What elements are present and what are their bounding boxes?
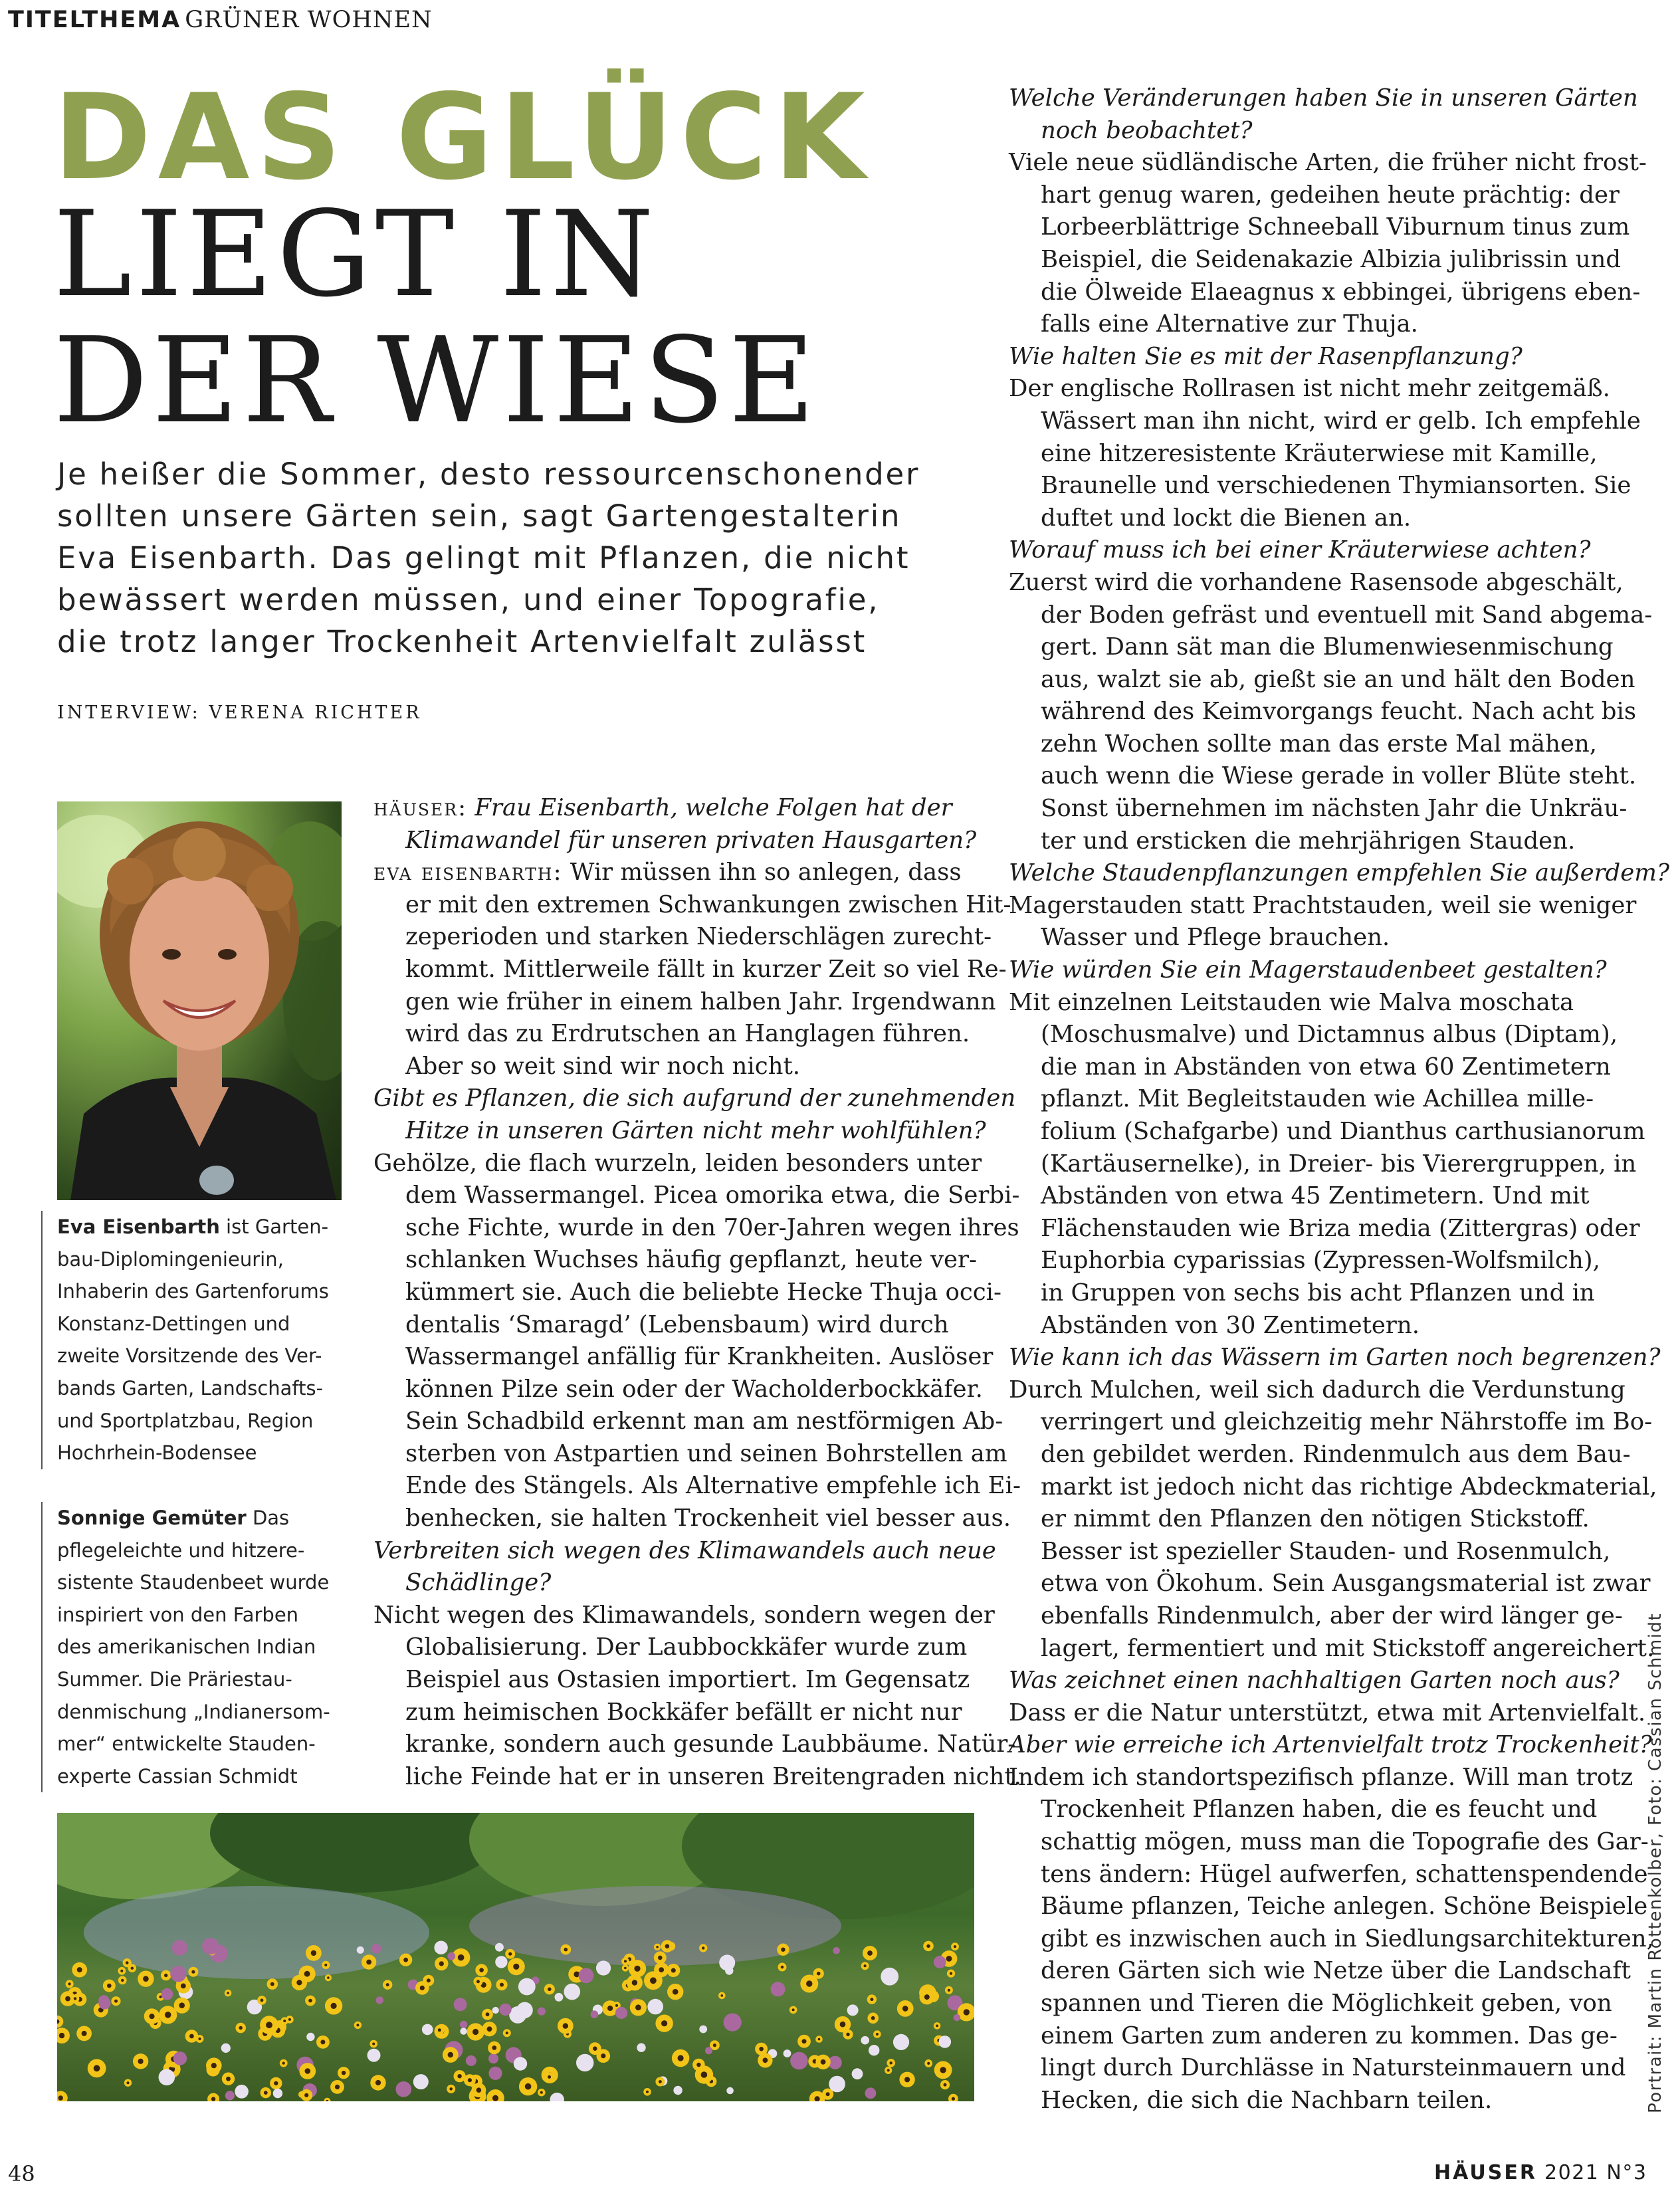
caption-line: [57, 1211, 369, 1243]
caption-line: [57, 1502, 369, 1534]
answer-line: lingt durch Durchlässe in Natursteinmauern und: [1041, 2054, 1626, 2082]
question: noch beobachtet?: [1041, 116, 1253, 144]
answer-line: dem Wassermangel. Picea omorika etwa, die Serbi-: [405, 1182, 1020, 1209]
answer-line: Bäume pflanzen, Teiche anlegen. Schöne Beispiele: [1041, 1893, 1648, 1921]
headline: [53, 185, 819, 449]
caption-line: sistente Staudenbeet wurde: [57, 1571, 330, 1594]
answer-line: Sein Schadbild erkennt man am nestförmigen Ab-: [405, 1408, 1003, 1435]
section-kicker: [8, 5, 433, 35]
photo-credit: Portrait: Martin Rottenkolber, Foto: Cassian Schmidt: [1645, 1612, 1665, 2113]
answer-line: Flächenstauden wie Briza media (Zittergras) oder: [1041, 1214, 1640, 1242]
speaker-label: eva eisenbarth:: [373, 859, 563, 887]
question: Schädlinge?: [405, 1569, 552, 1597]
answer-line: markt ist jedoch nicht das richtige Abdeckmaterial,: [1041, 1473, 1657, 1501]
answer-line: Lorbeerblättrige Schneeball Viburnum tinus zum: [1041, 213, 1630, 241]
answer-line: auch wenn die Wiese gerade in voller Blüte steht.: [1041, 762, 1637, 790]
portrait-photo: [57, 801, 342, 1200]
caption-line: Summer. Die Präriestau-: [57, 1667, 292, 1691]
answer-line: können Pilze sein oder der Wacholderbockkäfer.: [405, 1375, 983, 1403]
caption-line: Inhaberin des Gartenforums: [57, 1280, 329, 1303]
answer-line: Der englische Rollrasen ist nicht mehr zeitgemäß.: [1009, 375, 1610, 403]
question: Was zeichnet einen nachhaltigen Garten noch aus?: [1009, 1667, 1620, 1695]
answer-line: einem Garten zum anderen zu kommen. Das ge-: [1041, 2022, 1618, 2049]
answer-line: schattig mögen, muss man die Topografie des Gar-: [1041, 1828, 1649, 1856]
caption-line: zweite Vorsitzende des Ver-: [57, 1344, 322, 1368]
page-number: 48: [8, 2161, 35, 2186]
answer-line: Beispiel aus Ostasien importiert. Im Gegensatz: [405, 1666, 970, 1694]
answer-line: während des Keimvorgangs feucht. Nach acht bis: [1041, 698, 1637, 726]
interview-column-1: [373, 792, 1021, 1793]
caption-line: des amerikanischen Indian: [57, 1635, 316, 1659]
answer-line: Gehölze, die flach wurzeln, leiden besonders unter: [373, 1149, 982, 1177]
caption-title: Sonnige Gemüter: [57, 1507, 247, 1529]
lead-line: Je heißer die Sommer, desto ressourcenschonender: [57, 457, 920, 492]
answer-line: Aber so weit sind wir noch nicht.: [405, 1052, 801, 1080]
magazine-name: HÄUSER: [1434, 2161, 1537, 2184]
answer-line: eine hitzeresistente Kräuterwiese mit Kamille,: [1041, 439, 1598, 467]
answer-line: kranke, sondern auch gesunde Laubbäume. Natür-: [405, 1730, 1016, 1758]
answer-line: Wässert man ihn nicht, wird er gelb. Ich empfehle: [1041, 407, 1641, 435]
answer-line: Sonst übernehmen im nächsten Jahr die Unkräu-: [1041, 795, 1628, 823]
answer-line: Dass er die Natur unterstützt, etwa mit Artenvielfalt.: [1009, 1699, 1646, 1726]
question: Welche Veränderungen haben Sie in unseren Gärten: [1009, 84, 1638, 112]
caption-name: Eva Eisenbarth: [57, 1215, 220, 1238]
garden-photo: [57, 1813, 974, 2101]
answer-line: schlanken Wuchses häufig gepflanzt, heute ver-: [405, 1246, 978, 1274]
caption-line: bau-Diplomingenieurin,: [57, 1247, 284, 1271]
answer-line: tens ändern: Hügel aufwerfen, schattenspendende: [1041, 1860, 1648, 1888]
answer-line: Braunelle und verschiedenen Thymiansorten. Sie: [1041, 472, 1631, 500]
caption-text: ist Garten-: [219, 1215, 329, 1238]
question: Worauf muss ich bei einer Kräuterwiese achten?: [1009, 536, 1591, 564]
lead-line: Eva Eisenbarth. Das gelingt mit Pflanzen, die nicht: [57, 540, 910, 575]
answer-line: kommt. Mittlerweile fällt in kurzer Zeit so viel Re-: [405, 955, 1007, 983]
caption-line: inspiriert von den Farben: [57, 1603, 299, 1626]
answer-line: Euphorbia cyparissias (Zypressen-Wolfsmilch),: [1041, 1247, 1600, 1275]
answer-line: Zuerst wird die vorhandene Rasensode abgeschält,: [1009, 568, 1624, 596]
answer: [373, 857, 985, 889]
answer-line: Durch Mulchen, weil sich dadurch die Verdunstung: [1009, 1376, 1626, 1404]
issue-number: 2021 N°3: [1544, 2161, 1647, 2184]
headline-line-1: DAS GLÜCK: [53, 68, 872, 206]
speaker-label: häuser:: [373, 794, 468, 821]
garden-caption: [41, 1502, 369, 1792]
question: Wie halten Sie es mit der Rasenpflanzung?: [1009, 342, 1522, 370]
answer-line: Magerstauden statt Prachtstauden, weil sie weniger: [1009, 891, 1637, 919]
question: Verbreiten sich wegen des Klimawandels auch neue: [373, 1536, 996, 1564]
question-text: Frau Eisenbarth, welche Folgen hat der: [467, 794, 952, 821]
answer-line: spannen und Tieren die Möglichkeit geben, von: [1041, 1990, 1612, 2018]
question: Klimawandel für unseren privaten Hausgarten?: [405, 826, 977, 854]
headline-line-2: LIEGT IN: [53, 185, 659, 323]
answer-line: kümmert sie. Auch die beliebte Hecke Thuja occi-: [405, 1278, 1002, 1306]
answer-line: gen wie früher in einem halben Jahr. Irgendwann: [405, 988, 996, 1015]
answer-line: Nicht wegen des Klimawandels, sondern wegen der: [373, 1601, 995, 1629]
answer-line: die man in Abständen von etwa 60 Zentimetern: [1041, 1053, 1611, 1081]
answer-line: (Moschusmalve) und Dictamnus albus (Diptam),: [1041, 1021, 1618, 1049]
answer-line: duftet und lockt die Bienen an.: [1041, 504, 1412, 532]
answer-line: gibt es inzwischen auch in Siedlungsarchitekturen,: [1041, 1925, 1654, 1952]
question: [373, 792, 985, 825]
answer-line: (Kartäusernelke), in Dreier- bis Vierergruppen, in: [1041, 1150, 1637, 1178]
answer-line: Ende des Stängels. Als Alternative empfehle ich Ei-: [405, 1472, 1021, 1500]
answer-line: verringert und gleichzeitig mehr Nährstoffe im Bo-: [1041, 1408, 1653, 1436]
answer-line: folium (Schafgarbe) und Dianthus carthusianorum: [1041, 1118, 1645, 1145]
answer-line: falls eine Alternative zur Thuja.: [1041, 310, 1418, 338]
answer-line: in Gruppen von sechs bis acht Pflanzen und in: [1041, 1279, 1595, 1307]
caption-line: pflegeleichte und hitzere-: [57, 1538, 305, 1562]
answer-line: Abständen von 30 Zentimetern.: [1041, 1311, 1420, 1339]
caption-line: bands Garten, Landschafts-: [57, 1376, 324, 1400]
answer-line: pflanzt. Mit Begleitstauden wie Achillea mille-: [1041, 1085, 1594, 1113]
answer-line: zeperioden und starken Niederschlägen zurecht-: [405, 923, 992, 951]
answer-line: liche Feinde hat er in unseren Breitengraden nicht.: [405, 1762, 1021, 1790]
answer-line: Wasser und Pflege brauchen.: [1041, 924, 1390, 952]
answer-line: der Boden gefräst und eventuell mit Sand abgema-: [1041, 601, 1653, 629]
answer-line: er mit den extremen Schwankungen zwischen Hit-: [405, 890, 1011, 918]
caption-line: Konstanz-Dettingen und: [57, 1312, 290, 1335]
question: Gibt es Pflanzen, die sich aufgrund der zunehmenden: [373, 1085, 1016, 1112]
issue-info: [1434, 2161, 1647, 2184]
lead-line: bewässert werden müssen, und einer Topografie,: [57, 582, 880, 617]
answer-line: Globalisierung. Der Laubbockkäfer wurde zum: [405, 1633, 968, 1661]
answer-line: sche Fichte, wurde in den 70er-Jahren wegen ihres: [405, 1213, 1019, 1241]
answer-line: Abständen von etwa 45 Zentimetern. Und mit: [1041, 1182, 1590, 1210]
kicker-subtopic: GRÜNER WOHNEN: [185, 7, 433, 33]
answer-line: benhecken, sie halten Trockenheit viel besser aus.: [405, 1505, 1011, 1532]
answer-line: Hecken, die sich die Nachbarn teilen.: [1041, 2086, 1493, 2114]
answer-line: gert. Dann sät man die Blumenwiesenmischung: [1041, 633, 1614, 661]
answer-line: er nimmt den Pflanzen den nötigen Stickstoff.: [1041, 1505, 1590, 1533]
caption-line: experte Cassian Schmidt: [57, 1764, 298, 1788]
answer-line: deren Gärten sich wie Netze über die Landschaft: [1041, 1957, 1631, 1985]
answer-line: Beispiel, die Seidenakazie Albizia julibrissin und: [1041, 245, 1622, 273]
answer-line: zum heimischen Bockkäfer befällt er nicht nur: [405, 1698, 962, 1726]
portrait-caption: [41, 1211, 369, 1469]
answer-line: hart genug waren, gedeihen heute prächtig: der: [1041, 181, 1620, 209]
lead-paragraph: [57, 453, 988, 663]
lead-line: die trotz langer Trockenheit Artenvielfalt zulässt: [57, 624, 867, 659]
answer-line: aus, walzt sie ab, gießt sie an und hält den Boden: [1041, 665, 1635, 693]
question: Welche Staudenpflanzungen empfehlen Sie außerdem?: [1009, 859, 1669, 887]
caption-line: Hochrhein-Bodensee: [57, 1441, 257, 1465]
question: Aber wie erreiche ich Artenvielfalt trotz Trockenheit?: [1009, 1731, 1652, 1759]
question: Wie kann ich das Wässern im Garten noch begrenzen?: [1009, 1344, 1661, 1372]
answer-line: die Ölweide Elaeagnus x ebbingei, übrigens eben-: [1041, 278, 1641, 306]
caption-line: mer“ entwickelte Stauden-: [57, 1732, 316, 1756]
kicker-topic: TITELTHEMA: [8, 7, 181, 33]
answer-line: sterben von Astpartien und seinen Bohrstellen am: [405, 1439, 1007, 1467]
answer-line: den gebildet werden. Rindenmulch aus dem Bau-: [1041, 1440, 1631, 1468]
caption-line: denmischung „Indianersom-: [57, 1700, 330, 1723]
answer-line: Indem ich standortspezifisch pflanze. Will man trotz: [1009, 1763, 1633, 1791]
answer-line: Viele neue südländische Arten, die früher nicht frost-: [1009, 149, 1647, 177]
answer-line: ebenfalls Rindenmulch, aber der wird länger ge-: [1041, 1602, 1623, 1629]
caption-line: und Sportplatzbau, Region: [57, 1409, 314, 1432]
answer-line: etwa von Ökohum. Sein Ausgangsmaterial ist zwar: [1041, 1570, 1651, 1598]
answer-text: Wir müssen ihn so anlegen, dass: [562, 859, 962, 887]
headline-line-3: DER WIESE: [53, 312, 819, 449]
caption-text: Das: [246, 1507, 290, 1529]
answer-line: Mit einzelnen Leitstauden wie Malva moschata: [1009, 988, 1574, 1016]
answer-line: dentalis ‘Smaragd’ (Lebensbaum) wird durch: [405, 1310, 949, 1338]
answer-line: Wassermangel anfällig für Krankheiten. Auslöser: [405, 1343, 994, 1371]
question: Wie würden Sie ein Magerstaudenbeet gestalten?: [1009, 956, 1607, 984]
answer-line: zehn Wochen sollte man das erste Mal mähen,: [1041, 730, 1598, 758]
answer-line: ter und ersticken die mehrjährigen Stauden.: [1041, 827, 1576, 855]
lead-line: sollten unsere Gärten sein, sagt Gartengestalterin: [57, 498, 902, 534]
question: Hitze in unseren Gärten nicht mehr wohlfühlen?: [405, 1116, 986, 1144]
byline: INTERVIEW: VERENA RICHTER: [57, 702, 422, 723]
answer-line: wird das zu Erdrutschen an Hanglagen führen.: [405, 1020, 970, 1048]
answer-line: Besser ist spezieller Stauden- und Rosenmulch,: [1041, 1537, 1611, 1565]
answer-line: Trockenheit Pflanzen haben, die es feucht und: [1041, 1796, 1598, 1824]
answer-line: lagert, fermentiert und mit Stickstoff angereichert.: [1041, 1634, 1655, 1662]
